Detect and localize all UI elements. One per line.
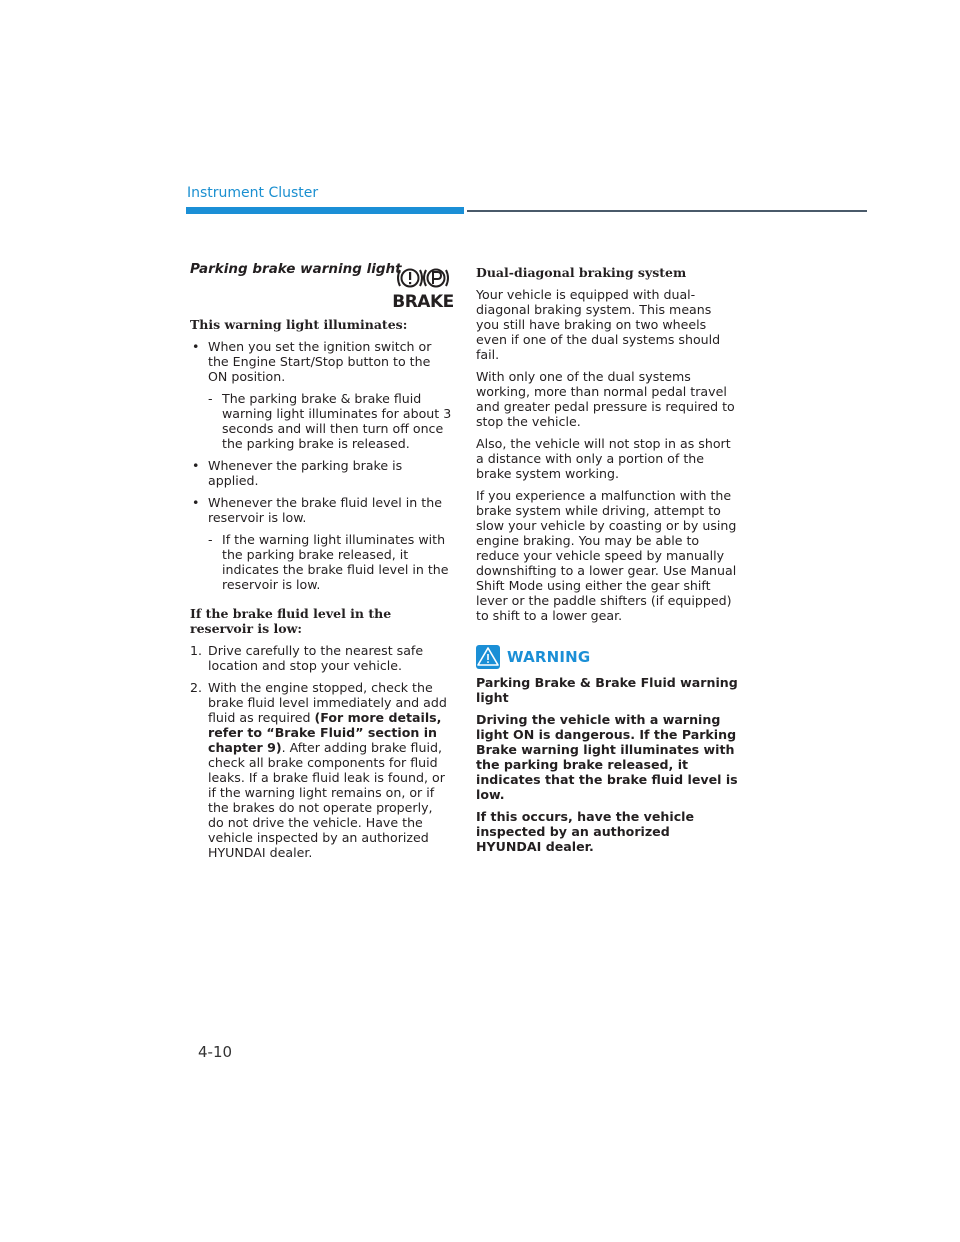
warning-header — [476, 645, 738, 669]
header-title: Instrument Cluster — [187, 185, 319, 201]
list-item: 1. Drive carefully to the nearest safe location and stop your vehicle. — [190, 643, 424, 673]
warning-paragraph: If this occurs, have the vehicle inspected by an authorized HYUNDAI dealer. — [476, 809, 695, 854]
left-column — [190, 262, 452, 867]
paragraph: If you experience a malfunction with the brake system while driving, attempt to slow your vehicle by coasting or by using engine braking. You may be able to reduce your vehicle speed by manually downshifting to a lower gear. Use Manual Shift Mode using either the gear shift lever or the paddle shifters (if equipped) to shift to a lower gear. — [476, 488, 737, 623]
paragraph: Also, the vehicle will not stop in as short a distance with only a portion of the brake system working. — [476, 436, 731, 481]
warning-label: WARNING — [507, 647, 591, 666]
header-rule — [467, 210, 867, 212]
page-number: 4-10 — [198, 1043, 233, 1061]
paragraph: Your vehicle is equipped with dual-diagonal braking system. This means you still have braking on two wheels even if one of the dual systems should fail. — [476, 287, 721, 362]
list-item: - If the warning light illuminates with the parking brake released, it indicates the brake fluid level in the reservoir is low. — [208, 532, 449, 592]
list-item: • Whenever the brake fluid level in the reservoir is low. — [192, 495, 442, 525]
warning-icon — [476, 645, 500, 669]
list-item: 2. With the engine stopped, check the brake fluid level immediately and add fluid as required (For more details, refer to “Brake Fluid” section in chapter 9). After adding brake fluid, check all brake components for fluid leaks. If a brake fluid leak is found, or if the warning light remains on, or if the brakes do not operate properly, do not drive the vehicle. Have the vehicle inspected by an authorized HYUNDAI dealer. — [190, 680, 447, 860]
dual-diagonal-heading: Dual-diagonal braking system — [476, 265, 687, 280]
section-title: Parking brake warning light — [190, 261, 402, 277]
paragraph: With only one of the dual systems working, more than normal pedal travel and greater pedal pressure is required to stop the vehicle. — [476, 369, 735, 429]
list-item: • Whenever the parking brake is applied. — [192, 458, 403, 488]
list-item: - The parking brake & brake fluid warning light illuminates for about 3 seconds and will then turn off once the parking brake is released. — [208, 391, 452, 451]
warning-title: Parking Brake & Brake Fluid warning light — [476, 675, 738, 705]
illuminates-heading: This warning light illuminates: — [190, 317, 408, 332]
low-fluid-heading: If the brake fluid level in the reservoir is low: — [190, 606, 392, 636]
list-item: • When you set the ignition switch or the Engine Start/Stop button to the ON position. — [192, 339, 432, 384]
right-column — [476, 265, 738, 861]
header-accent-bar — [186, 207, 464, 214]
warning-paragraph: Driving the vehicle with a warning light ON is dangerous. If the Parking Brake warning light illuminates with the parking brake released, it indicates that the brake fluid level is low. — [476, 712, 738, 802]
brake-icon-text: BRAKE — [392, 292, 454, 312]
